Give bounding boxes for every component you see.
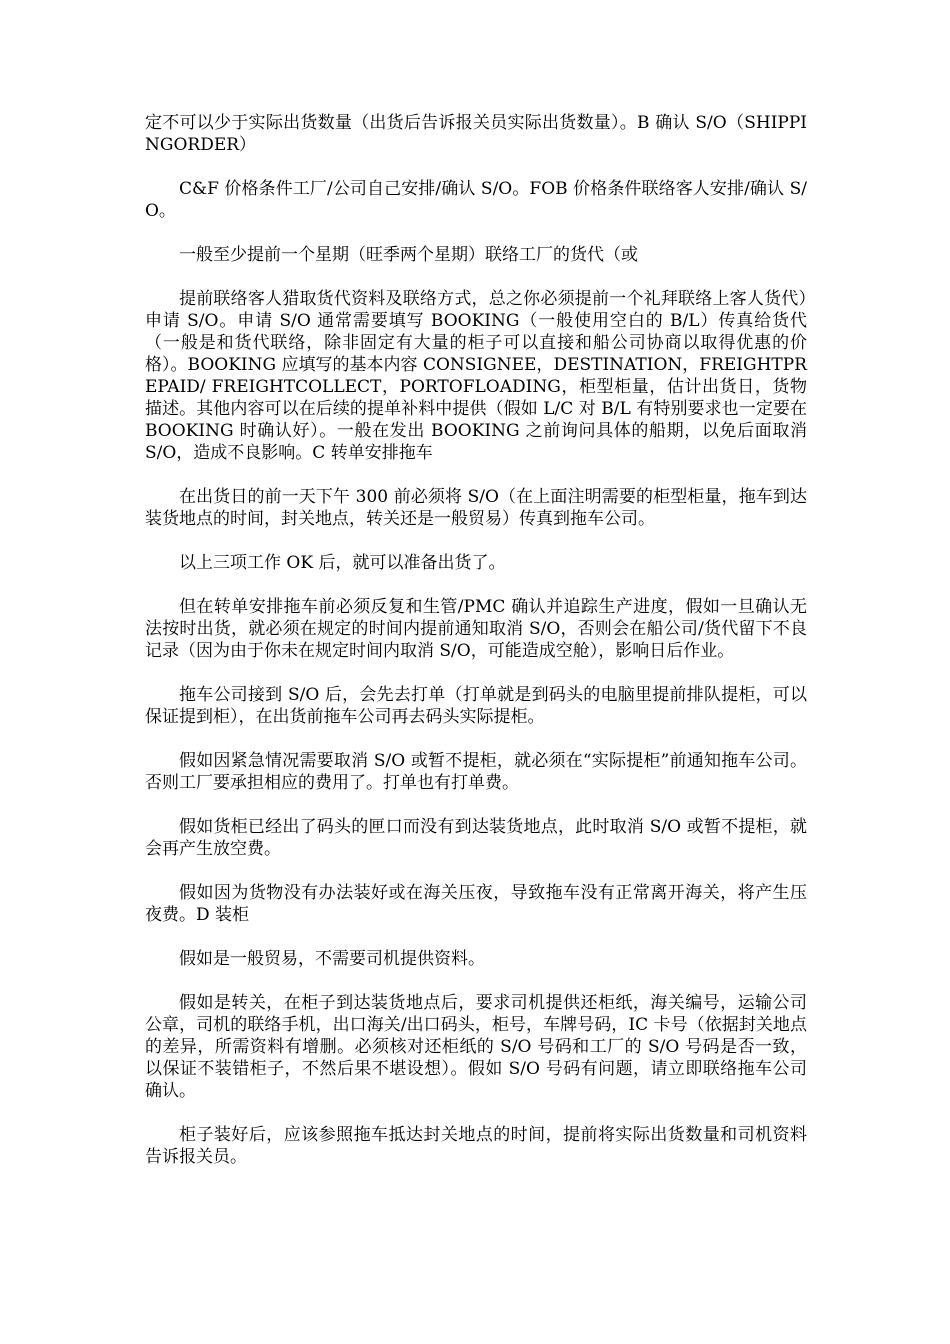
paragraph-9: 假如因紧急情况需要取消 S/O 或暂不提柜，就必须在“实际提柜”前通知拖车公司。否则工厂要承担相应的费用了。打单也有打单费。 xyxy=(145,751,807,793)
paragraph-10: 假如货柜已经出了码头的匣口而没有到达装货地点，此时取消 S/O 或暂不提柜，就会再产生放空费。 xyxy=(145,817,807,859)
paragraph-7: 但在转单安排拖车前必须反复和生管/PMC 确认并追踪生产进度，假如一旦确认无法按时出货，就必须在规定的时间内提前通知取消 S/O，否则会在船公司/货代留下不良记录（因为由于你未在规定时间内取消 S/O，可能造成空舱），影响日后作业。 xyxy=(145,597,807,661)
paragraph-14: 柜子装好后，应该参照拖车抵达封关地点的时间，提前将实际出货数量和司机资料告诉报关员。 xyxy=(145,1125,807,1167)
document-body xyxy=(145,112,807,1190)
paragraph-5: 在出货日的前一天下午 300 前必须将 S/O（在上面注明需要的柜型柜量，拖车到达装货地点的时间，封关地点，转关还是一般贸易）传真到拖车公司。 xyxy=(145,487,807,529)
paragraph-3: 一般至少提前一个星期（旺季两个星期）联络工厂的货代（或 xyxy=(179,245,638,265)
paragraph-6: 以上三项工作 OK 后，就可以准备出货了。 xyxy=(179,553,506,573)
paragraph-8: 拖车公司接到 S/O 后，会先去打单（打单就是到码头的电脑里提前排队提柜，可以保证提到柜），在出货前拖车公司再去码头实际提柜。 xyxy=(145,685,807,727)
paragraph-4: 提前联络客人猎取货代资料及联络方式，总之你必须提前一个礼拜联络上客人货代）申请 S/O。申请 S/O 通常需要填写 BOOKING（一般使用空白的 B/L）传真给货代（一般是和货代联络，除非固定有大量的柜子可以直接和船公司协商以取得优惠的价格）。BOOKING 应填写的基本内容 CONSIGNEE，DESTINATION，FREIGHTPREPAID/ FREIGHTCOLLECT，PORTOFLOADING，柜型柜量，估计出货日，货物描述。其他内容可以在后续的提单补料中提供（假如 L/C 对 B/L 有特别要求也一定要在 BOOKING 时确认好）。一般在发出 BOOKING 之前询问具体的船期，以免后面取消 S/O，造成不良影响。C 转单安排拖车 xyxy=(145,289,807,463)
paragraph-11: 假如因为货物没有办法装好或在海关压夜，导致拖车没有正常离开海关，将产生压夜费。D 装柜 xyxy=(145,883,807,925)
paragraph-1: 定不可以少于实际出货数量（出货后告诉报关员实际出货数量）。B 确认 S/O（SHIPPINGORDER） xyxy=(145,113,807,155)
paragraph-13: 假如是转关，在柜子到达装货地点后，要求司机提供还柜纸，海关编号，运输公司公章，司机的联络手机，出口海关/出口码头，柜号，车牌号码，IC 卡号（依据封关地点的差异，所需资料有增删。必须核对还柜纸的 S/O 号码和工厂的 S/O 号码是否一致，以保证不装错柜子，不然后果不堪设想）。假如 S/O 号码有问题，请立即联络拖车公司确认。 xyxy=(145,993,807,1101)
paragraph-12: 假如是一般贸易，不需要司机提供资料。 xyxy=(179,949,485,969)
paragraph-2: C&F 价格条件工厂/公司自己安排/确认 S/O。FOB 价格条件联络客人安排/确认 S/O。 xyxy=(145,179,807,221)
